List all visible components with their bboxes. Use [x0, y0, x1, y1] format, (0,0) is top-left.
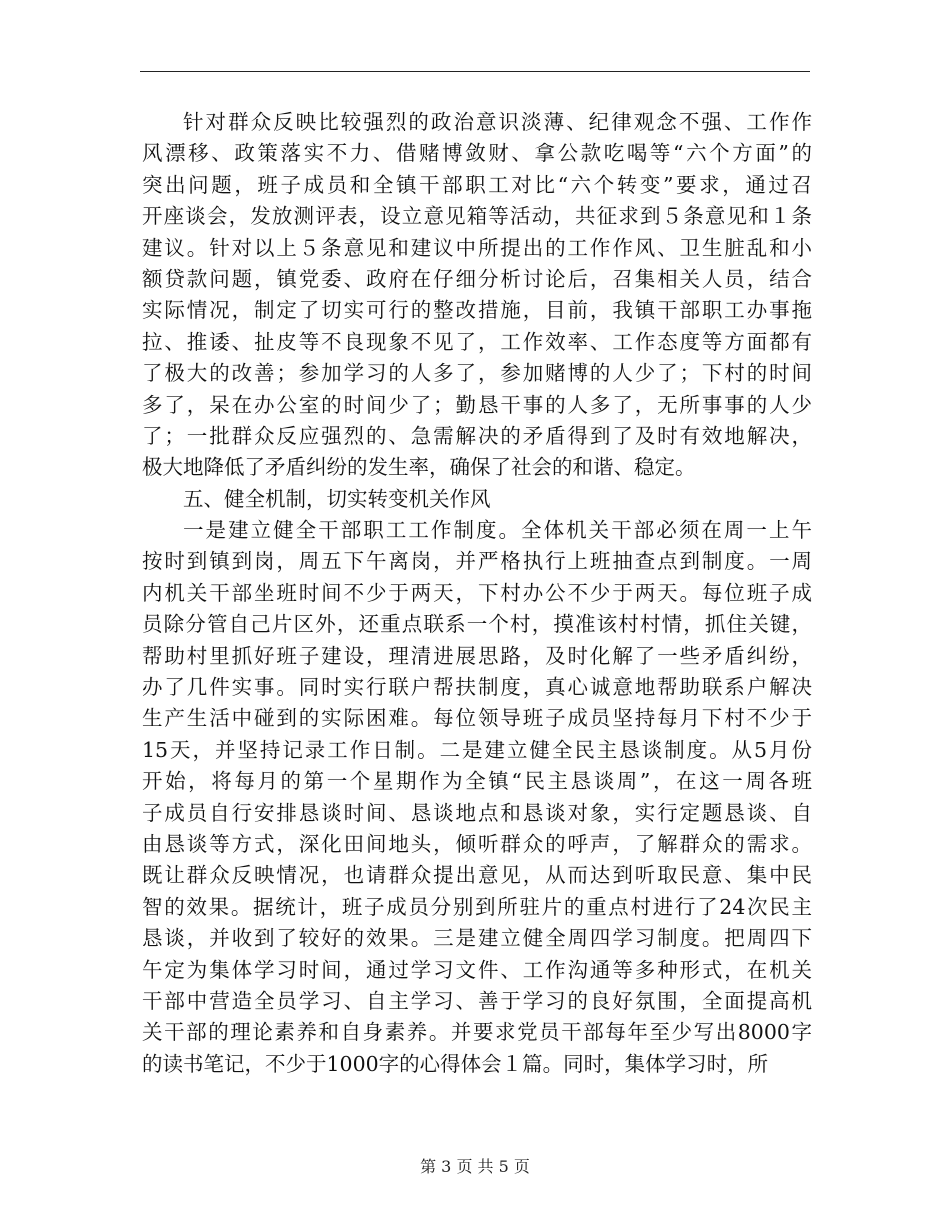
- text-line: 实际情况，制定了切实可行的整改措施，目前，我镇干部职工办事拖: [142, 298, 812, 323]
- text-line: 办了几件实事。同时实行联户帮扶制度，真心诚意地帮助联系户解决: [142, 675, 812, 700]
- text-line: 五、健全机制，切实转变机关作风: [183, 486, 491, 511]
- text-line: 针对群众反映比较强烈的政治意识淡薄、纪律观念不强、工作作: [183, 110, 812, 134]
- paragraph: [142, 515, 812, 1080]
- text-line: 恳谈，并收到了较好的效果。三是建立健全周四学习制度。把周四下: [142, 926, 812, 951]
- text-line: 既让群众反映情况，也请群众提出意见，从而达到听取民意、集中民: [142, 863, 812, 888]
- text-line: 风漂移、政策落实不力、借赌博敛财、拿公款吃喝等“六个方面”的: [142, 141, 812, 166]
- text-line: 帮助村里抓好班子建设，理清进展思路，及时化解了一些矛盾纠纷，: [142, 643, 812, 668]
- text-line: 15天，并坚持记录工作日制。二是建立健全民主恳谈制度。从5月份: [142, 737, 812, 762]
- text-line: 员除分管自己片区外，还重点联系一个村，摸准该村村情，抓住关键，: [142, 612, 812, 637]
- text-line: 建议。针对以上５条意见和建议中所提出的工作作风、卫生脏乱和小: [142, 235, 812, 260]
- text-line: 子成员自行安排恳谈时间、恳谈地点和恳谈对象，实行定题恳谈、自: [142, 800, 812, 825]
- text-line: 智的效果。据统计，班子成员分别到所驻片的重点村进行了24次民主: [142, 894, 812, 919]
- text-line: 由恳谈等方式，深化田间地头，倾听群众的呼声，了解群众的需求。: [142, 831, 812, 856]
- text-line: 午定为集体学习时间，通过学习文件、工作沟通等多种形式，在机关: [142, 957, 812, 982]
- header-rule: [140, 71, 810, 72]
- text-line: 的读书笔记，不少于1000字的心得体会１篇。同时，集体学习时，所: [142, 1051, 769, 1076]
- text-line: 突出问题，班子成员和全镇干部职工对比“六个转变”要求，通过召: [142, 172, 812, 197]
- text-line: 了极大的改善；参加学习的人多了，参加赌博的人少了；下村的时间: [142, 361, 812, 386]
- document-body: [142, 107, 812, 1080]
- text-line: 额贷款问题，镇党委、政府在仔细分析讨论后，召集相关人员，结合: [142, 266, 812, 291]
- page-number: 第 3 页 共 5 页: [420, 1157, 530, 1176]
- text-line: 拉、推诿、扯皮等不良现象不见了，工作效率、工作态度等方面都有: [142, 329, 812, 354]
- paragraph: [142, 107, 812, 484]
- text-line: 干部中营造全员学习、自主学习、善于学习的良好氛围，全面提高机: [142, 988, 812, 1013]
- text-line: 极大地降低了矛盾纠纷的发生率，确保了社会的和谐、稳定。: [142, 455, 696, 480]
- text-line: 开座谈会，发放测评表，设立意见箱等活动，共征求到５条意见和１条: [142, 204, 812, 229]
- text-line: 多了，呆在办公室的时间少了；勤恳干事的人多了，无所事事的人少: [142, 392, 812, 417]
- text-line: 了；一批群众反应强烈的、急需解决的矛盾得到了及时有效地解决，: [142, 423, 812, 448]
- text-line: 按时到镇到岗，周五下午离岗，并严格执行上班抽查点到制度。一周: [142, 549, 812, 574]
- text-line: 内机关干部坐班时间不少于两天，下村办公不少于两天。每位班子成: [142, 580, 812, 605]
- text-line: 生产生活中碰到的实际困难。每位领导班子成员坚持每月下村不少于: [142, 706, 812, 731]
- paragraph: [142, 484, 812, 515]
- text-line: 一是建立健全干部职工工作制度。全体机关干部必须在周一上午: [183, 518, 812, 543]
- text-line: 关干部的理论素养和自身素养。并要求党员干部每年至少写出8000字: [142, 1020, 812, 1045]
- text-line: 开始，将每月的第一个星期作为全镇“民主恳谈周”，在这一周各班: [142, 769, 812, 794]
